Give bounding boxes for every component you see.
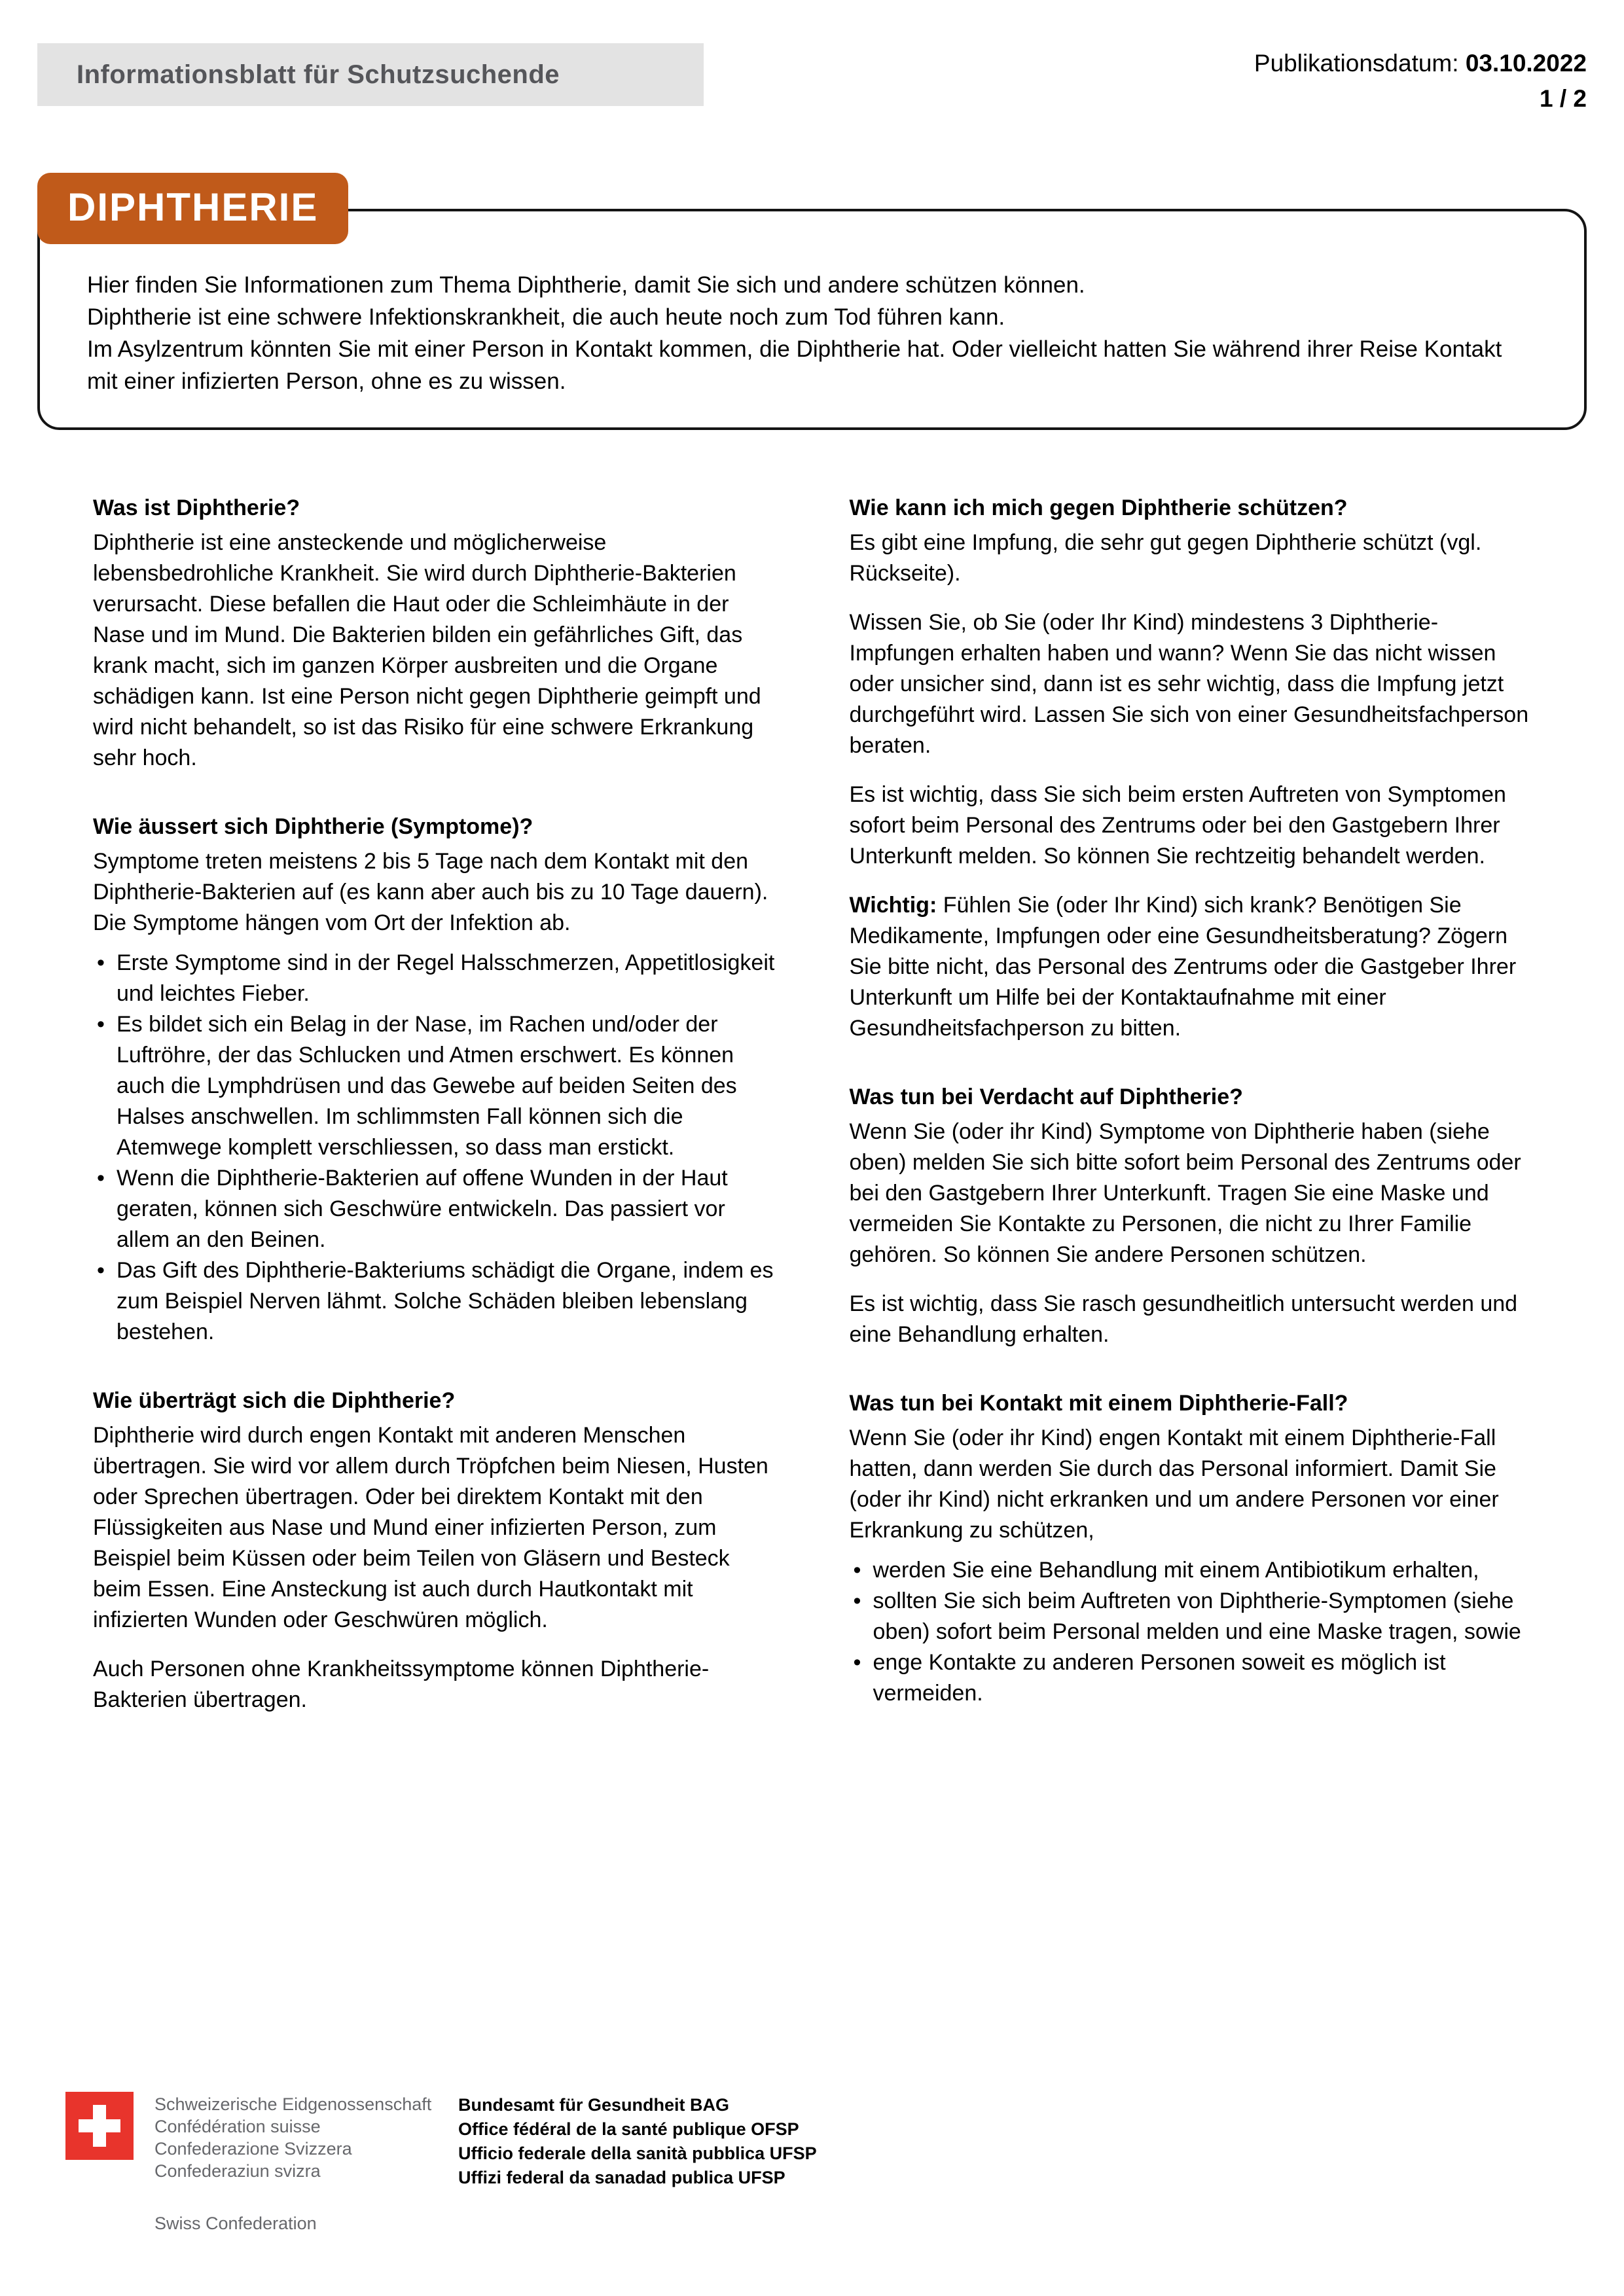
intro-paragraph: Hier finden Sie Informationen zum Thema Diphtherie, damit Sie sich und andere schützen können. [87, 272, 1085, 298]
confederation-names [154, 2092, 431, 2182]
section-heading: Was tun bei Kontakt mit einem Diphtherie-Fall? [849, 1391, 1348, 1416]
bag-name-line: Bundesamt für Gesundheit BAG [458, 2095, 730, 2115]
page-header [0, 0, 1624, 117]
bag-names [458, 2093, 817, 2190]
bullet-item: • Das Gift des Diphtherie-Bakteriums schädigt die Organe, indem es zum Beispiel Nerven lähmt. Solche Schäden bleiben lebenslang bestehen. [93, 1255, 776, 1348]
paragraph: Wenn Sie (oder ihr Kind) Symptome von Diphtherie haben (siehe oben) melden Sie sich bitte sofort beim Personal des Zentrums oder bei den Gastgebern Ihrer Unterkunft. Tragen Sie eine Maske und vermeiden Sie Kontakte zu Personen, die nicht zu Ihrer Familie gehören. So können Sie andere Personen schützen. [849, 1119, 1521, 1267]
bold-text-run: Wichtig: [849, 893, 937, 918]
intro-paragraph: Im Asylzentrum könnten Sie mit einer Person in Kontakt kommen, die Diphtherie hat. Oder vielleicht hatten Sie während ihrer Reise Kontakt mit einer infizierten Person, ohne es zu wissen. [87, 336, 1502, 394]
paragraph: Es ist wichtig, dass Sie rasch gesundheitlich untersucht werden und eine Behandlung erhalten. [849, 1291, 1518, 1347]
section [850, 1388, 1533, 1709]
paragraph: Es gibt eine Impfung, die sehr gut gegen Diphtherie schützt (vgl. Rückseite). [849, 530, 1482, 586]
section-heading: Was tun bei Verdacht auf Diphtherie? [849, 1085, 1243, 1109]
paragraph: Diphtherie ist eine ansteckende und möglicherweise lebensbedrohliche Krankheit. Sie wird durch Diphtherie-Bakterien verursacht. Diese befallen die Haut oder die Schleimhäute in der Nase und im Mund. Die Bakterien bilden ein gefährliches Gift, das krank macht, sich im ganzen Körper ausbreiten und die Organe schädigen kann. Ist eine Person nicht gegen Diphtherie geimpft und wird nicht behandelt, so ist das Risiko für eine schwere Erkrankung sehr hoch. [93, 530, 761, 770]
page-number: 1 / 2 [1540, 85, 1587, 112]
bullet-item: • Wenn die Diphtherie-Bakterien auf offene Wunden in der Haut geraten, können sich Geschwüre entwickeln. Das passiert vor allem an den Beinen. [93, 1163, 776, 1255]
bullet-item: • Erste Symptome sind in der Regel Halsschmerzen, Appetitlosigkeit und leichtes Fieber. [93, 948, 776, 1009]
section [850, 493, 1533, 1044]
section-heading: Wie kann ich mich gegen Diphtherie schützen? [849, 495, 1348, 520]
publication-date [1254, 46, 1587, 81]
paragraph: Auch Personen ohne Krankheitssymptome können Diphtherie-Bakterien übertragen. [93, 1657, 710, 1712]
confederation-name-line: Schweizerische Eidgenossenschaft [154, 2094, 432, 2114]
footer [65, 2092, 1559, 2255]
document-type-title: Informationsblatt für Schutzsuchende [77, 60, 560, 89]
paragraph: Symptome treten meistens 2 bis 5 Tage nach dem Kontakt mit den Diphtherie-Bakterien auf (es kann aber auch bis zu 10 Tage dauern). Die Symptome hängen vom Ort der Infektion ab. [93, 849, 768, 935]
confederation-name-line: Confederazione Svizzera [154, 2139, 352, 2159]
section-heading: Wie überträgt sich die Diphtherie? [93, 1388, 456, 1413]
paragraph: Wenn Sie (oder ihr Kind) engen Kontakt mit einem Diphtherie-Fall hatten, dann werden Sie durch das Personal informiert. Damit Sie (oder ihr Kind) nicht erkranken und um andere Personen vor einer Erkrankung zu schützen, [849, 1426, 1499, 1543]
section-heading: Wie äussert sich Diphtherie (Symptome)? [93, 814, 533, 839]
section [93, 493, 776, 774]
header-banner [37, 43, 704, 106]
bag-name-line: Ufficio federale della sanità pubblica UFSP [458, 2144, 817, 2163]
bullet-item: • sollten Sie sich beim Auftreten von Diphtherie-Symptomen (siehe oben) sofort beim Personal melden und eine Maske tragen, sowie [850, 1586, 1533, 1647]
pubdate-value: 03.10.2022 [1465, 50, 1587, 77]
swiss-flag-icon [65, 2092, 134, 2160]
paragraph [850, 890, 1533, 1044]
section [93, 812, 776, 1348]
text-run: Fühlen Sie (oder Ihr Kind) sich krank? Benötigen Sie Medikamente, Impfungen oder eine Gesundheitsberatung? Zögern Sie bitte nicht, das Personal des Zentrums oder die Gastgeber Ihrer Unterkunft um Hilfe bei der Kontaktaufnahme mit einer Gesundheitsfachperson zu bitten. [849, 893, 1517, 1041]
content-columns [93, 493, 1532, 1715]
bag-name-line: Uffizi federal da sanadad publica UFSP [458, 2168, 785, 2187]
paragraph: Wissen Sie, ob Sie (oder Ihr Kind) mindestens 3 Diphtherie-Impfungen erhalten haben und wann? Wenn Sie das nicht wissen oder unsicher sind, dann ist es sehr wichtig, dass die Impfung jetzt durchgeführt wird. Lassen Sie sich von einer Gesundheitsfachperson beraten. [849, 610, 1529, 758]
paragraph: Diphtherie wird durch engen Kontakt mit anderen Menschen übertragen. Sie wird vor allem durch Tröpfchen beim Niesen, Husten oder Sprechen übertragen. Oder bei direktem Kontakt mit den Flüssigkeiten aus Nase und Mund einer infizierten Person, zum Beispiel beim Küssen oder beim Teilen von Gläsern und Besteck beim Essen. Eine Ansteckung ist auch durch Hautkontakt mit infizierten Wunden oder Geschwüren möglich. [93, 1423, 768, 1632]
publication-info [1254, 43, 1587, 117]
title-badge: DIPHTHERIE [37, 173, 348, 244]
confederation-name-line: Confédération suisse [154, 2117, 321, 2136]
paragraph: Es ist wichtig, dass Sie sich beim ersten Auftreten von Symptomen sofort beim Personal des Zentrums oder bei den Gastgebern Ihrer Unterkunft melden. So können Sie rechtzeitig behandelt werden. [849, 782, 1506, 869]
bullet-list [93, 948, 776, 1348]
bullet-item: • werden Sie eine Behandlung mit einem Antibiotikum erhalten, [850, 1555, 1533, 1586]
confederation-name-line: Confederaziun svizra [154, 2161, 321, 2181]
right-column [850, 493, 1533, 1715]
swiss-confederation-label: Swiss Confederation [154, 2214, 317, 2233]
section [93, 1386, 776, 1715]
intro-paragraph: Diphtherie ist eine schwere Infektionskrankheit, die auch heute noch zum Tod führen kann. [87, 304, 1005, 330]
left-column [93, 493, 776, 1715]
pubdate-label: Publikationsdatum: [1254, 50, 1459, 77]
bag-name-line: Office fédéral de la santé publique OFSP [458, 2119, 799, 2139]
section [850, 1082, 1533, 1350]
bullet-item: • Es bildet sich ein Belag in der Nase, im Rachen und/oder der Luftröhre, der das Schlucken und Atmen erschwert. Es können auch die Lymphdrüsen und das Gewebe auf beiden Seiten des Halses anschwellen. Im schlimmsten Fall können sich die Atemwege komplett verschliessen, so dass man erstickt. [93, 1009, 776, 1163]
bullet-item: • enge Kontakte zu anderen Personen soweit es möglich ist vermeiden. [850, 1647, 1533, 1709]
section-heading: Was ist Diphtherie? [93, 495, 300, 520]
bullet-list [850, 1555, 1533, 1709]
